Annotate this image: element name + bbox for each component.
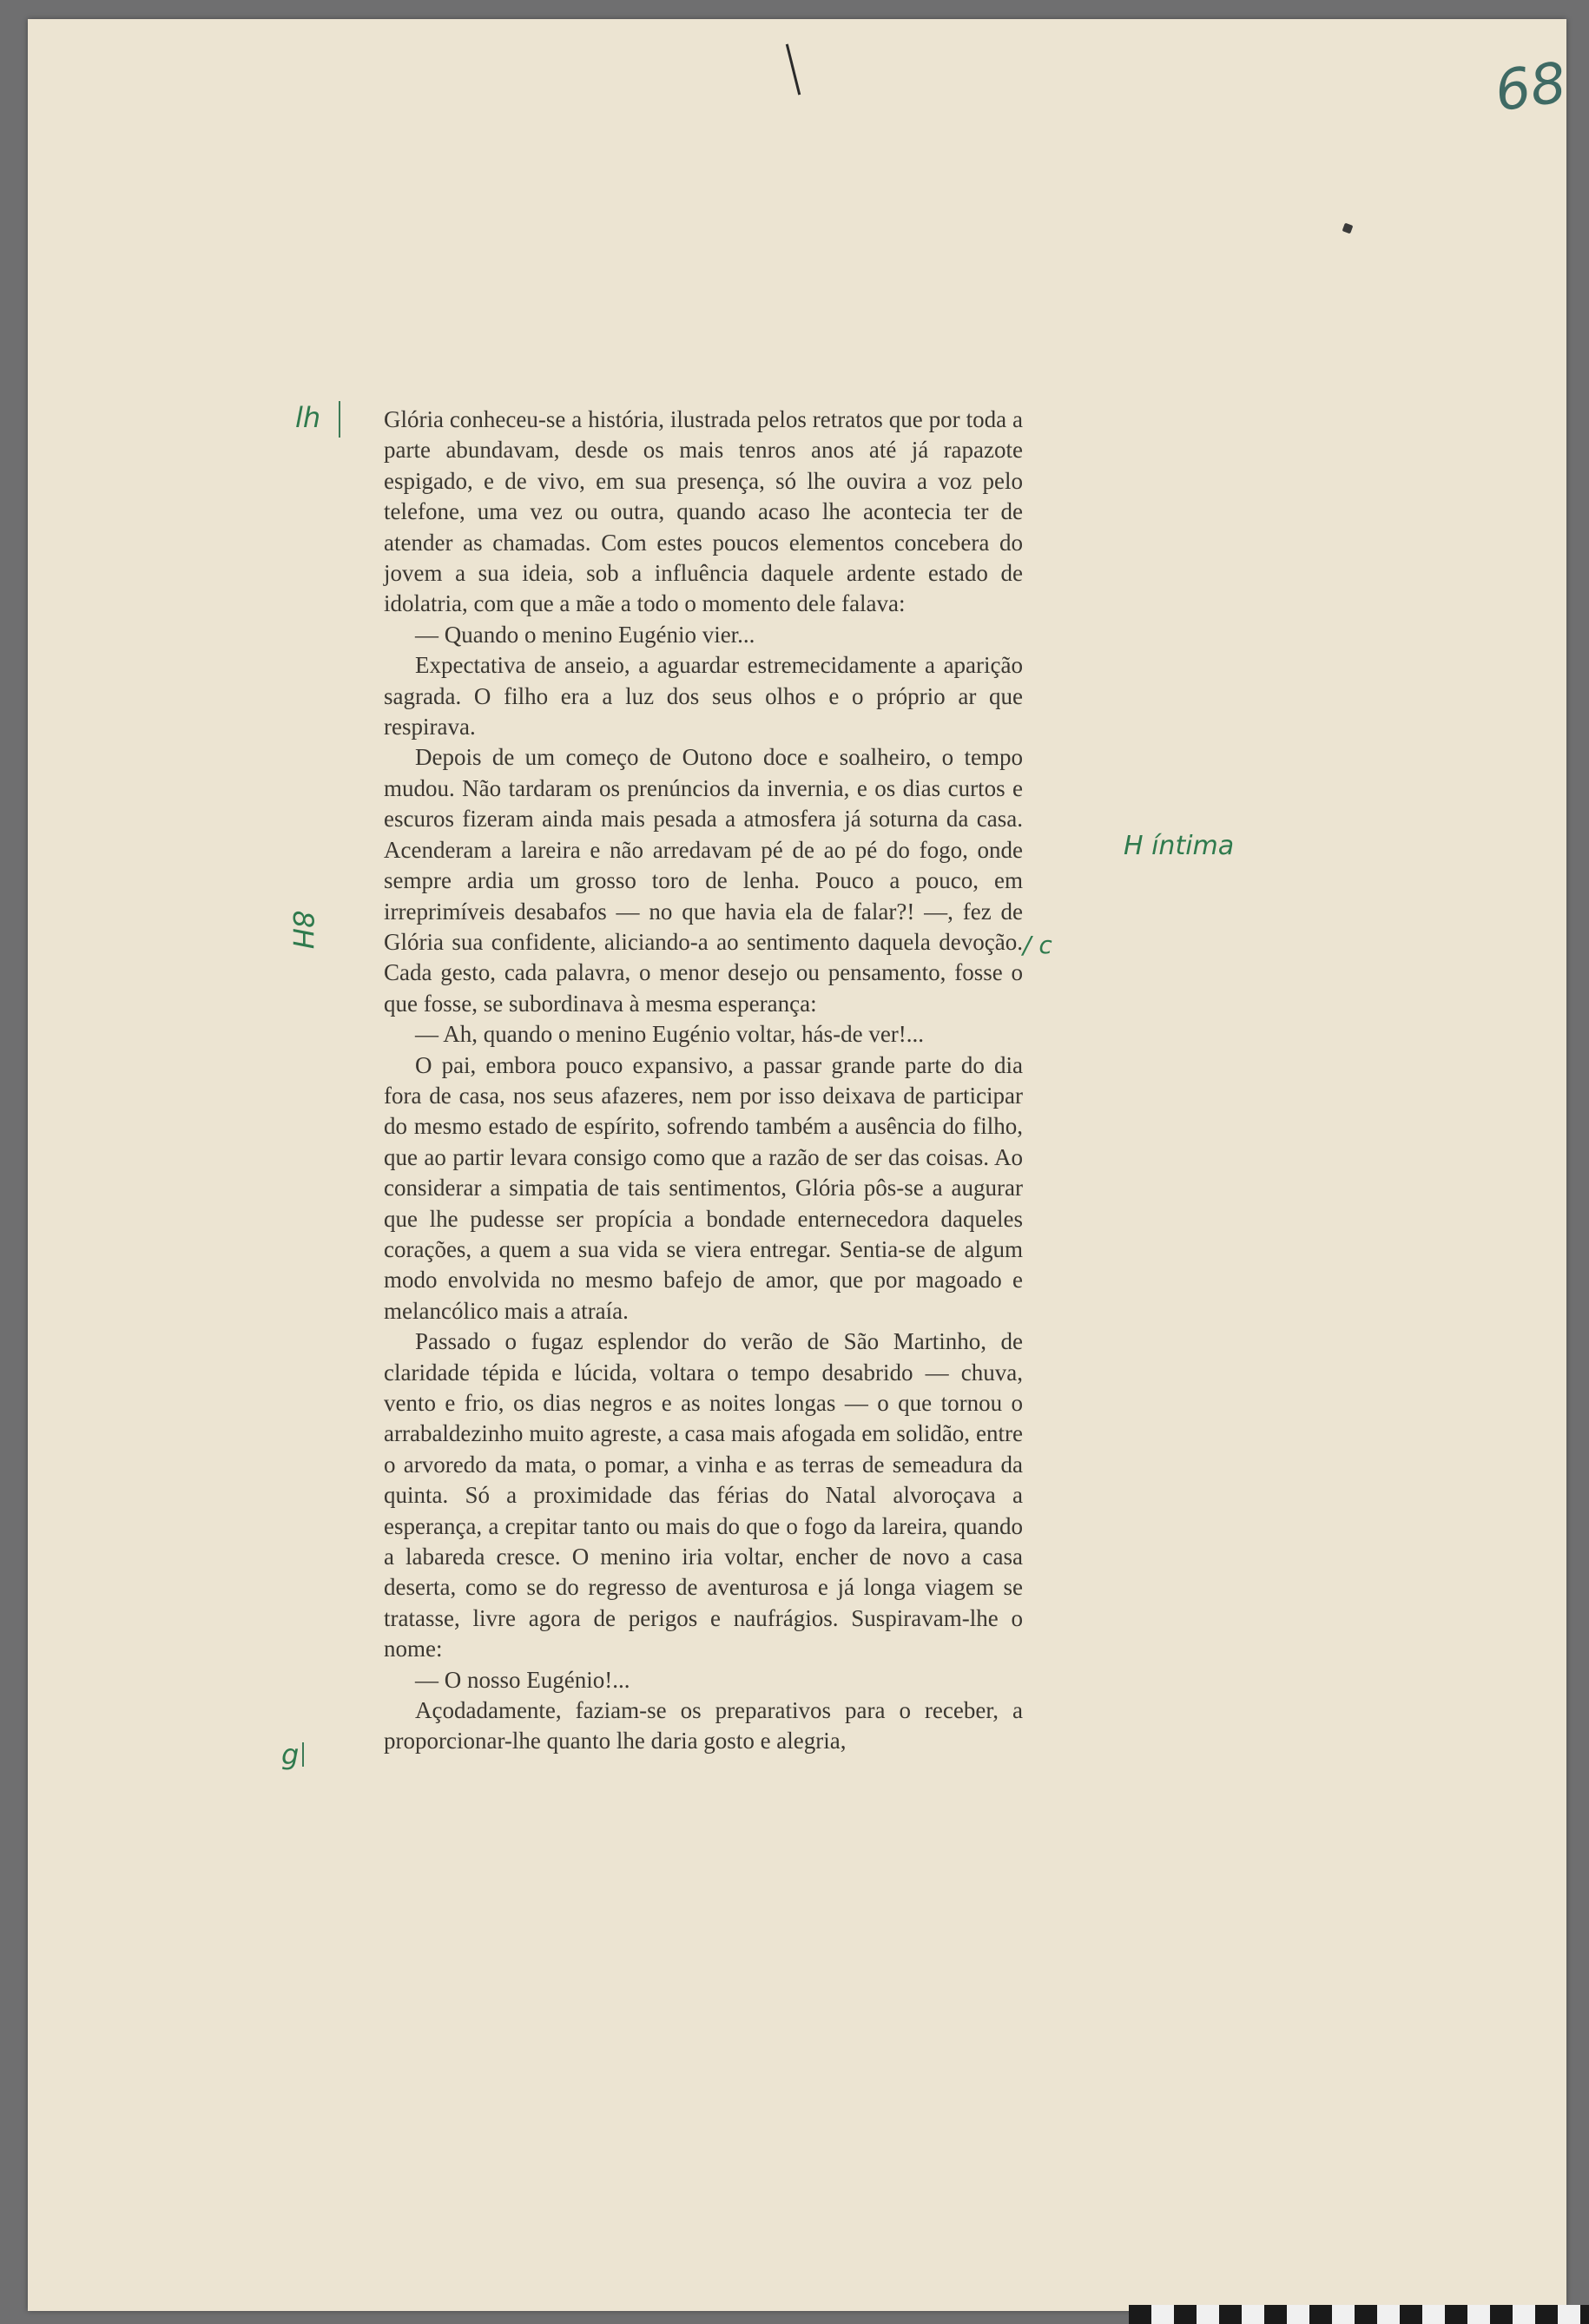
color-scale-bar <box>1129 2305 1589 2324</box>
margin-note-right-small: / c <box>1023 931 1052 959</box>
paragraph: Expectativa de anseio, a aguardar estremecidamente a aparição sagrada. O filho era a luz dos seus olhos e o próprio ar que respirava. <box>384 652 1023 741</box>
page-number: 68 <box>1491 50 1571 125</box>
paragraph: Depois de um começo de Outono doce e soalheiro, o tempo mudou. Não tardaram os prenúncios da invernia, e os dias curtos e escuros fizeram ainda mais pesada a atmosfera já soturna da casa. Acenderam a lareira e não arredavam pé de ao pé do fogo, onde sempre ardia um grosso toro de lenha. Pouco a pouco, em irreprimíveis desabafos — no que havia ela de falar?! —, fez de Glória sua confidente, aliciando-a ao sentimento daquela devoção. Cada gesto, cada palavra, o menor desejo ou pensamento, fosse o que fosse, se subordinava à mesma esperança: <box>384 744 1023 1017</box>
ink-mark <box>786 44 801 95</box>
dialog-line: — O nosso Eugénio!... <box>415 1666 630 1693</box>
margin-tick <box>339 401 340 438</box>
paragraph: Glória conheceu-se a história, ilustrada pelos retratos que por toda a parte abundavam, desde os mais tenros anos até já rapazote espigado, e de vivo, em sua presença, só lhe ouvira a voz pelo telefone, uma vez ou outra, quando acaso lhe acontecia ter de atender as chamadas. Com estes poucos elementos concebera do jovem a sua ideia, sob a influência daquele ardente estado de idolatria, com que a mãe a todo o momento dele falava: <box>384 406 1023 617</box>
margin-note-left-bottom: g <box>281 1738 300 1771</box>
manuscript-page <box>28 19 1571 2311</box>
paragraph: Passado o fugaz esplendor do verão de São Martinho, de claridade tépida e lúcida, voltara o tempo desabrido — chuva, vento e frio, os dias negros e as noites longas — o que tornou o arrabaldezinho muito agreste, a casa mais afogada em solidão, entre o arvoredo da mata, o pomar, a vinha e as terras de semeadura da quinta. Só a proximidade das férias do Natal alvoroçava a esperança, a crepitar tanto ou mais do que o fogo da lareira, quando a labareda cresce. O menino iria voltar, encher de novo a casa deserta, como se do regresso de aventurosa e já longa viagem se tratasse, livre agora de perigos e naufrágios. Suspiravam-lhe o nome: <box>384 1328 1023 1662</box>
dialog-line: — Quando o menino Eugénio vier... <box>415 621 755 648</box>
ink-dot <box>1342 223 1354 234</box>
body-text <box>384 405 1023 1757</box>
paragraph: Açodadamente, faziam-se os preparativos para o receber, a proporcionar-lhe quanto lhe daria gosto e alegria, <box>384 1697 1023 1755</box>
paragraph: O pai, embora pouco expansivo, a passar grande parte do dia fora de casa, nos seus afazeres, nem por isso deixava de participar do mesmo estado de espírito, sofrendo também a ausência do filho, que ao partir levara consigo como que a razão de ser das coisas. Ao considerar a simpatia de tais sentimentos, Glória pôs-se a augurar que lhe pudesse ser propícia a bondade enternecedora daqueles corações, a quem a sua vida se viera entregar. Sentia-se de algum modo envolvida no mesmo bafejo de amor, que por magoado e melancólico mais a atraía. <box>384 1051 1023 1324</box>
margin-note-left-middle: 8H <box>287 910 320 950</box>
margin-note-right-middle: H íntima <box>1124 831 1235 861</box>
margin-note-left-top: lh <box>295 401 321 434</box>
dialog-line: — Ah, quando o menino Eugénio voltar, hás-de ver!... <box>415 1021 925 1048</box>
margin-tick <box>302 1742 304 1767</box>
